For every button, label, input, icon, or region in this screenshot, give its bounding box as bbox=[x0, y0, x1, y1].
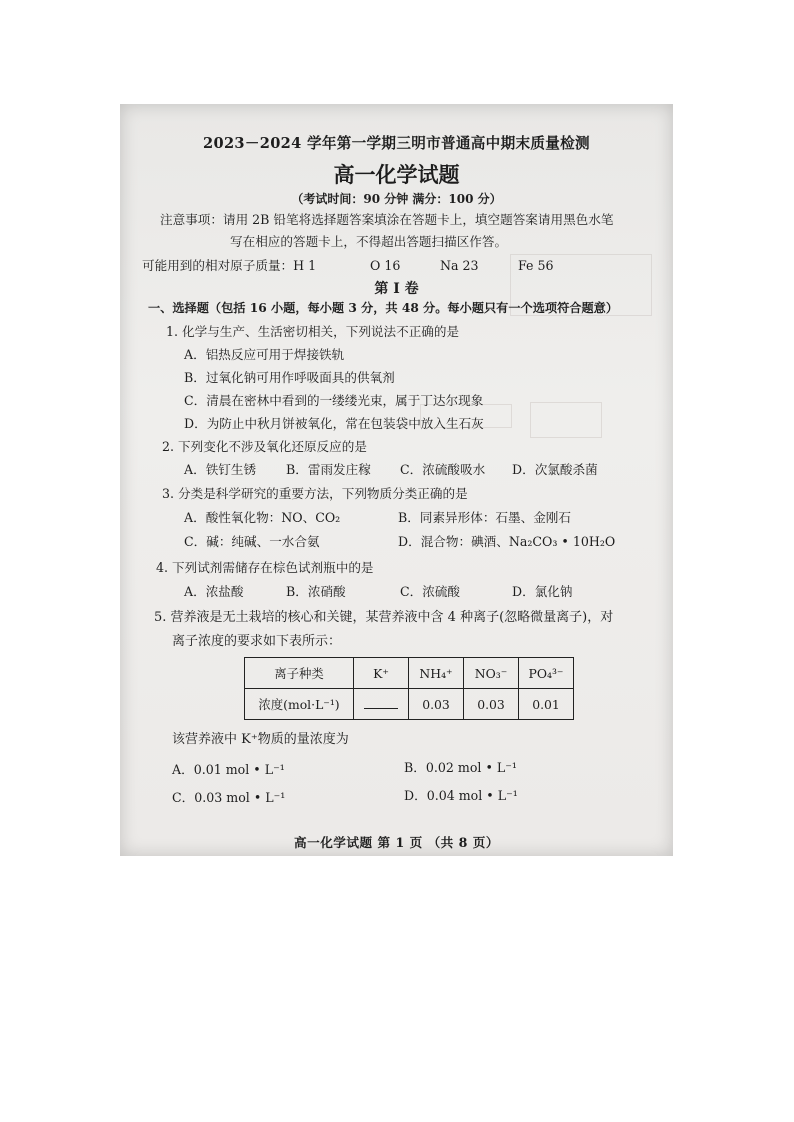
q4-stem: 4. 下列试剂需储存在棕色试剂瓶中的是 bbox=[156, 560, 374, 575]
table-ion-no3: NO₃⁻ bbox=[464, 658, 519, 689]
notice-line1: 注意事项：请用 2B 铅笔将选择题答案填涂在答题卡上，填空题答案请用黑色水笔 bbox=[160, 212, 614, 227]
q5-stem-line2: 离子浓度的要求如下表所示： bbox=[172, 634, 342, 649]
mass-h: H 1 bbox=[293, 258, 317, 273]
q5-option-c: C．0.03 mol • L⁻¹ bbox=[172, 790, 286, 805]
exam-info: （考试时间：90 分钟 满分：100 分） bbox=[291, 192, 502, 206]
q5-stem-line1: 5. 营养液是无土栽培的核心和关键，某营养液中含 4 种离子(忽略微量离子)，对 bbox=[154, 610, 614, 625]
q1-option-b: B．过氧化钠可用作呼吸面具的供氧剂 bbox=[184, 370, 395, 385]
q5-option-a: A．0.01 mol • L⁻¹ bbox=[172, 762, 285, 777]
q1-option-d: D．为防止中秋月饼被氧化，常在包装袋中放入生石灰 bbox=[184, 416, 484, 431]
q4-option-c: C．浓硫酸 bbox=[400, 584, 461, 599]
atomic-mass-label: 可能用到的相对原子质量： bbox=[142, 258, 294, 273]
q1-stem: 1. 化学与生产、生活密切相关，下列说法不正确的是 bbox=[166, 324, 460, 339]
table-value-nh4: 0.03 bbox=[409, 689, 464, 720]
section-heading: 一、选择题（包括 16 小题，每小题 3 分，共 48 分。每小题只有一个选项符合题意） bbox=[148, 301, 619, 315]
mass-o: O 16 bbox=[370, 258, 401, 273]
q3-option-d: D．混合物：碘酒、Na₂CO₃ • 10H₂O bbox=[398, 534, 616, 549]
table-value-k-blank bbox=[354, 689, 409, 720]
q1-option-a: A．铝热反应可用于焊接铁轨 bbox=[184, 347, 345, 362]
q4-option-d: D．氯化钠 bbox=[512, 584, 573, 599]
q4-option-b: B．浓硝酸 bbox=[286, 584, 346, 599]
q2-option-d: D．次氯酸杀菌 bbox=[512, 462, 598, 477]
table-ion-nh4: NH₄⁺ bbox=[409, 658, 464, 689]
exam-photo bbox=[120, 104, 673, 856]
q3-option-a: A．酸性氧化物：NO、CO₂ bbox=[184, 510, 341, 525]
mass-na: Na 23 bbox=[440, 258, 479, 273]
exam-sheet bbox=[120, 104, 673, 856]
q5-option-b: B．0.02 mol • L⁻¹ bbox=[404, 760, 517, 775]
subject-title: 高一化学试题 bbox=[333, 162, 460, 187]
q5-option-d: D．0.04 mol • L⁻¹ bbox=[404, 788, 518, 803]
q4-option-a: A．浓盐酸 bbox=[184, 584, 244, 599]
q1-option-c: C．清晨在密林中看到的一缕缕光束，属于丁达尔现象 bbox=[184, 393, 484, 408]
atomic-mass-row bbox=[142, 258, 554, 274]
q3-stem: 3. 分类是科学研究的重要方法，下列物质分类正确的是 bbox=[162, 486, 468, 501]
q3-option-b: B．同素异形体：石墨、金刚石 bbox=[398, 510, 571, 525]
ion-concentration-table bbox=[244, 657, 574, 720]
table-row-concentration bbox=[245, 689, 574, 720]
table-ion-po4: PO₄³⁻ bbox=[519, 658, 574, 689]
table-header-ion-type: 离子种类 bbox=[245, 658, 354, 689]
q2-option-a: A．铁钉生锈 bbox=[184, 462, 257, 477]
table-ion-k: K⁺ bbox=[354, 658, 409, 689]
q5-question: 该营养液中 K⁺物质的量浓度为 bbox=[172, 732, 349, 747]
bleed-through-shadow bbox=[530, 402, 602, 438]
table-header-concentration: 浓度(mol·L⁻¹) bbox=[245, 689, 354, 720]
table-value-po4: 0.01 bbox=[519, 689, 574, 720]
page-footer: 高一化学试题 第 1 页 （共 8 页） bbox=[294, 835, 499, 850]
mass-fe: Fe 56 bbox=[518, 258, 554, 273]
q2-stem: 2. 下列变化不涉及氧化还原反应的是 bbox=[162, 439, 367, 454]
part-heading: 第 I 卷 bbox=[374, 281, 419, 297]
q3-option-c: C．碱：纯碱、一水合氨 bbox=[184, 534, 320, 549]
answer-blank bbox=[364, 696, 398, 709]
exam-title: 2023－2024 学年第一学期三明市普通高中期末质量检测 bbox=[203, 135, 590, 152]
q2-option-c: C．浓硫酸吸水 bbox=[400, 462, 486, 477]
notice-line2: 写在相应的答题卡上，不得超出答题扫描区作答。 bbox=[230, 234, 508, 249]
q2-option-b: B．雷雨发庄稼 bbox=[286, 462, 371, 477]
table-row-ions bbox=[245, 658, 574, 689]
table-value-no3: 0.03 bbox=[464, 689, 519, 720]
